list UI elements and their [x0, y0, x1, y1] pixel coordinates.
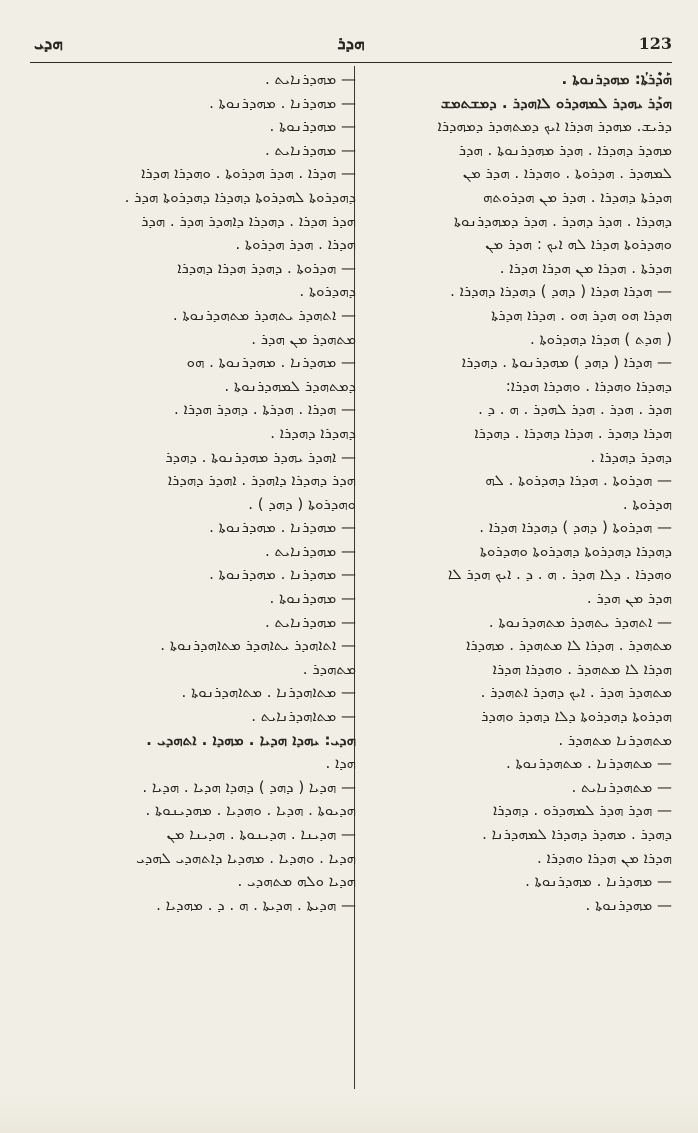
- entry-line: ܗܕܝܐ . ܘܗܕܝܐ . ܡܗܕܝܐ ܕܐܬܗܕܝ ܠܗܕܝ: [136, 848, 356, 867]
- entry-line: — ܡܬܗܕܪܢܐ . ܡܬܗܕܪܢܘܬܐ .: [505, 754, 672, 773]
- entry-line: — ܗܕܝܐ ( ܕܗܕ ) ܕܗܕܐ ܗܕܝܐ . ܗܕܝܐ .: [142, 777, 356, 796]
- entry-line: ܘܗܕܪܐ . ܕܠܐ ܗܕܪ . ܗ . ܕ . ܐܝܟ ܗܕܪ ܠܐ: [447, 565, 672, 584]
- entry-line: ܗܕܪ ܗܕܪܐ . ܕܗܕܪܐ ܕܐܗܕܪ ܗܕܪ . ܗܕܪ: [141, 211, 356, 230]
- entry-line: — ܗܕܪ ܗܕܪ ܠܡܗܕܪܘ . ܕܗܕܪܐ: [492, 801, 672, 820]
- entry-line: — ܗܕܪܐ . ܗܕܪ ܗܕܪܘܬܐ . ܘܗܕܪܐ ܗܕܪܐ: [141, 164, 356, 183]
- entry-line: ܗܕܪܘܬܐ .: [622, 494, 672, 513]
- entry-line: ܗܕܪܐ ܗܘ ܗܕܪ ܗܘ . ܗܕܪܐ ܗܕܪܬܐ: [491, 305, 672, 324]
- entry-line: ܡܬܗܕܪܢܐ ܡܬܗܕܪ .: [558, 730, 672, 749]
- catchword: ܗܕܝ: [34, 34, 63, 54]
- entry-line: ܡܬܗܕܪ . ܗܕܪܐ ܠܐ ܡܬܗܕܪ . ܡܗܕܪܐ: [466, 636, 672, 655]
- entry-line: ܕܗܕܪܐ ܕܗܕܪܐ .: [270, 423, 356, 442]
- entry-line: ( ܗܕܬ ) ܗܕܪܐ ܕܗܕܪܘܬܐ .: [529, 329, 672, 348]
- entry-line: — ܗܕܪܐ ܗܕܪܐ ( ܕܗܕ ) ܕܗܕܪܐ ܕܗܕܪܐ .: [450, 282, 672, 301]
- entry-line: — ܐܬܗܕܪ ܝܬܗܕܪ ܡܬܗܕܪܢܘܬܐ .: [172, 305, 356, 324]
- left-column: [30, 68, 356, 1089]
- running-head: ܗܕܪ: [337, 34, 365, 54]
- page-number: 123: [638, 34, 672, 53]
- entry-headword-line: ܗܕܰܪ ܝܗܕܪ ܠܡܗܕܪܘ ܠܐܗܕܪ . ܕܡܫܬܡܫ: [440, 93, 672, 112]
- entry-line: ܕܡܬܗܕܪ ܠܡܗܕܪܢܘܬܐ .: [224, 376, 356, 395]
- entry-line: — ܡܗܕܪܢܐܝܬ .: [265, 541, 356, 560]
- entry-line: — ܗܕܪܐ . ܗܕܪܬܐ . ܕܗܕܪ ܗܕܪܐ .: [173, 400, 356, 419]
- entry-line: — ܡܗܕܪܢܐ . ܡܗܕܪܢܘܬܐ . ܗܘ: [186, 353, 356, 372]
- entry-line: — ܗܕܪܘܬܐ . ܗܕܪܐ ܕܗܕܪܘܬܐ . ܠܗ: [485, 471, 672, 490]
- entry-line: ܕܗܕܪ . ܡܗܕܪ ܕܗܕܪܐ ܠܡܗܕܪܢܐ .: [482, 825, 672, 843]
- entry-line: ܗܕܪ ܕܗܕܪܐ ܕܐܗܕܪ . ܐܗܕܪ ܕܗܕܪܐ: [167, 471, 356, 490]
- entry-line: ܕܪܝܫ. ܡܗܕܪ ܗܕܪܐ ܐܝܟ ܕܡܬܗܕܪ ܕܡܗܕܪܐ: [437, 117, 672, 136]
- entry-line: — ܡܗܕܪܢܐ . ܡܗܕܪܢܘܬܐ .: [209, 565, 356, 584]
- entry-line: ܕܗܕܪܐ ܘܗܕܪܐ . ܘܗܕܪܐ ܗܕܪܐ:: [505, 376, 672, 395]
- entry-line: — ܗܕܪܘܬܐ ( ܕܗܕ ) ܕܗܕܪܐ ܗܕܪܐ .: [479, 518, 672, 537]
- entry-line: — ܡܗܕܪܢܘܬܐ .: [585, 895, 672, 914]
- entry-line: ܕܗܕܪܘܬܐ .: [299, 282, 356, 301]
- entry-line: ܡܬܗܕܪ ܗܕܪ . ܐܝܟ ܕܗܕܪ ܐܬܗܕܪ .: [480, 683, 672, 702]
- entry-line: — ܡܗܕܪܢܐܝܬ .: [265, 612, 356, 631]
- entry-line: ܗܕܪܘܬܐ ܕܗܕܪܘܬܐ ܕܠܐ ܕܗܕܪ ܘܗܕܪ: [481, 707, 672, 726]
- entry-line: — ܡܗܕܪܢܐ . ܡܗܕܪܢܘܬܐ .: [209, 518, 356, 537]
- entry-line: — ܡܗܕܪܢܘܬܐ .: [269, 117, 356, 136]
- entry-line: — ܡܬܐܗܕܪܢܐܝܬ .: [251, 707, 356, 726]
- entry-line: — ܗܕܪܘܬܐ . ܕܗܕܪ ܗܕܪܐ ܕܗܕܪܐ: [177, 258, 356, 277]
- entry-line: — ܐܬܐܗܕܪ ܝܬܐܗܕܪ ܡܬܐܗܕܪܢܘܬܐ .: [160, 636, 356, 655]
- entry-line: ܕܗܕܪܐ ܕܗܕܪܘܬܐ ܕܗܕܪܘܬܐ ܘܗܕܪܘܬܐ: [479, 541, 672, 560]
- entry-line: ܕܗܕܪ ܕܗܕܪܐ .: [590, 447, 672, 466]
- entry-line: — ܡܗܕܪܢܐ . ܡܗܕܪܢܘܬܐ .: [525, 872, 672, 891]
- entry-line: ܕܗܕܪܘܬܐ ܠܗܕܪܘܬܐ ܕܗܕܪܐ ܕܗܕܪܘܬܐ ܗܕܪ .: [124, 187, 356, 206]
- entry-line: — ܡܗܕܪܢܐܝܬ .: [265, 140, 356, 159]
- entry-line: ܗܕܝܐ ܘܠܗ ܡܬܗܕܝ .: [237, 872, 356, 891]
- entry-line: ܗܕܐ .: [325, 754, 356, 773]
- entry-line: — ܡܬܐܗܕܪܢܐ . ܡܬܐܗܕܪܢܘܬܐ .: [181, 683, 356, 702]
- entry-line: ܘܗܕܪܘܬܐ ( ܕܗܕ ) .: [248, 494, 356, 513]
- entry-line: ܗܕܪܐ ܠܐ ܡܬܗܕܪ . ܘܗܕܪܐ ܗܕܪܐ: [492, 659, 672, 678]
- entry-line: ܡܗܕܪ ܕܗܕܪܐ . ܗܕܪ ܡܗܕܪܢܘܬܐ . ܗܕܪ: [458, 140, 672, 159]
- entry-line: ܗܕܪܐ ܕܗܕܪ . ܗܕܪܐ ܕܗܕܪܐ . ܕܗܕܪܐ: [474, 423, 672, 442]
- entry-line: ܡܬܗܕܪ .: [302, 659, 356, 678]
- entry-line: ܗܕܪ . ܗܕܪ . ܗܕܪ ܠܗܕܪ . ܗ . ܕ .: [478, 400, 672, 419]
- entry-line: — ܐܗܕܪ ܝܗܕܪ ܡܗܕܪܢܘܬܐ . ܕܗܕܪ: [165, 447, 356, 466]
- entry-headword-line: ܗܰܕܶܪܬܳܐ: ܡܗܕܪܢܘܬܐ .: [561, 70, 672, 88]
- entry-line: — ܗܕܝܬܐ . ܗܕܝܬܐ . ܗ . ܕ . ܡܗܕܝܐ .: [156, 895, 356, 914]
- entry-line: ܠܡܗܕܪ . ܗܕܪܘܬܐ . ܘܗܕܪܐ . ܗܕܪ ܡܢ: [462, 164, 672, 183]
- entry-line: — ܡܗܕܪܢܐܝܬ .: [265, 70, 356, 88]
- entry-line: ܗܕܪܐ . ܗܕܪ ܗܕܪܘܬܐ .: [235, 235, 356, 254]
- right-column: [368, 68, 672, 1089]
- entry-headword-line: ܗܕܝ: ܝܗܕܐ ܗܕܝܐ . ܡܗܕܐ . ܐܬܗܕܝ .: [146, 730, 356, 749]
- entry-line: ܗܕܪ ܡܢ ܗܕܪ .: [586, 589, 672, 608]
- entry-line: — ܗܕܝܢܐ . ܗܕܝܢܘܬܐ . ܗܕܝܢܐ ܡܢ: [166, 825, 356, 843]
- page-header: [30, 28, 672, 63]
- entry-line: ܗܕܪܬܐ . ܗܕܪܐ ܡܢ ܗܕܪܐ ܗܕܪܐ .: [499, 258, 672, 277]
- entry-line: ܕܗܕܪܐ . ܗܕܪ ܕܗܕܪ . ܗܕܪ ܕܡܗܕܪܢܘܬܐ: [453, 211, 672, 230]
- entry-line: — ܗܕܪܐ ( ܕܗܕ ) ܡܗܕܪܢܘܬܐ . ܕܗܕܪܐ: [461, 353, 672, 372]
- entry-line: — ܡܗܕܪܢܐ . ܡܗܕܪܢܘܬܐ .: [209, 93, 356, 112]
- entry-line: — ܐܬܗܕܪ ܝܬܗܕܪ ܡܬܗܕܪܢܘܬܐ .: [488, 612, 672, 631]
- entry-line: ܡܬܗܕܪ ܡܢ ܗܕܪ .: [251, 329, 356, 348]
- page-footer-margin: [0, 1093, 698, 1133]
- entry-line: ܗܕܝܘܬܐ . ܗܕܝܐ . ܘܗܕܝܐ . ܡܗܕܝܢܘܬܐ .: [145, 801, 356, 820]
- entry-line: ܗܕܪܬܐ ܕܗܕܪܐ . ܗܕܪ ܡܢ ܗܕܪܘܬܗ: [482, 187, 672, 206]
- entry-line: ܘܗܕܪܘܬܐ ܗܕܪܐ ܠܗ ܐܝܟ : ܗܕܪ ܡܢ: [485, 235, 672, 254]
- entry-line: ܗܕܪܐ ܡܢ ܗܕܪܐ ܘܗܕܪܐ .: [536, 848, 672, 867]
- entry-line: — ܡܗܕܪܢܘܬܐ .: [269, 589, 356, 608]
- entry-line: — ܡܬܗܕܪܢܐܝܬ .: [571, 777, 672, 796]
